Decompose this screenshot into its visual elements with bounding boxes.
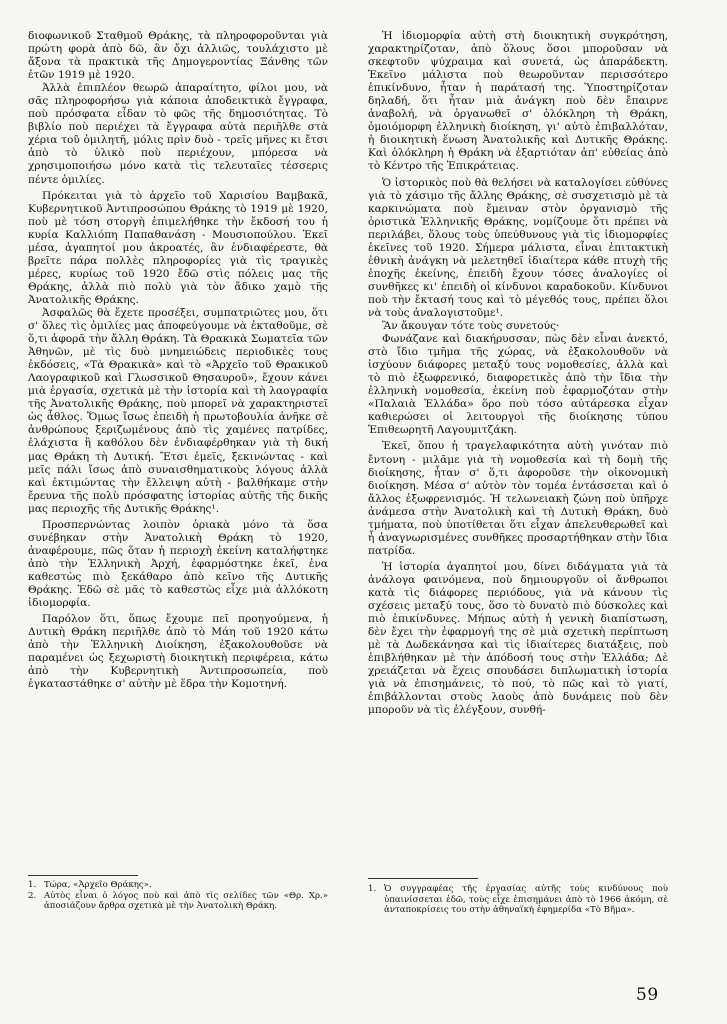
paragraph: Ἂν ἄκουγαν τότε τοὺς συνετούς· xyxy=(382,320,560,333)
footnote-text: Ὁ συγγραφέας τῆς ἐργασίας αὐτῆς τοὺς κινδύνους ποὺ ὑπαινίσσεται ἐδῶ, τοὺς εἶχε ἐπισημάνει ἀπὸ τὸ 1966 ἀκόμη, σὲ ἀνταποκρίσεις του στὴν ἀθηναϊκὴ ἐφημερίδα «Τὸ Βῆμα». xyxy=(384,884,668,916)
paragraph: Προσπερνώντας λοιπὸν ὁριακὰ μόνο τὰ ὅσα συνέβηκαν στὴν Ἀνατολικὴ Θράκη τὸ 1920, ἀναφέρουμε, πῶς ὅταν ἡ περιοχὴ ἐκείνη καταλήφτηκε ἀπὸ τὴν Ἑλληνικὴ Ἀρχή, ἐφαρμόστηκε ἐκεῖ, ἐνα καθεστὼς πιὸ ξεκάθαρο ἀπὸ κεῖνο τῆς Δυτικῆς Θράκης. Ἐδῶ σὲ μᾶς τὸ καθεστὼς εἶχε μιὰ ἀλλόκοτη ἰδιομορφία. xyxy=(28,518,328,610)
footnote-number: 2. xyxy=(28,890,37,901)
paragraph: Ἀλλὰ ἐπιπλέον θεωρῶ ἀπαραίτητο, φίλοι μου, νὰ σᾶς πληροφορήσω γιὰ κάποια ἀποδεικτικὰ ἔγγραφα, ποὺ πρόσφατα εἶδαν τὸ φῶς τῆς δημοσιότητας. Τὸ βιβλίο ποὺ περιέχει τὰ ἔγγραφα αὐτὰ περιῆλθε στὰ χέρια τοῦ ὁμιλητῆ, μόλις πρὶν δυὸ - τρεῖς μῆνες κι ἔτσι ἀπὸ τὸ ὑλικὸ ποὺ περιέχουν, μπόρεσα νὰ χρησιμοποιήσω μόνο κατὰ τὶς τελευταῖες τέσσερις πέντε ὁμιλίες. xyxy=(28,82,328,186)
paragraph: Παρόλον ὅτι, ὅπως ἔχουμε πεῖ προηγούμενα, ἡ Δυτικὴ Θράκη περιῆλθε ἀπὸ τὸ Μάη τοῦ 1920 κάτω ἀπὸ τὴν Ἑλληνικὴ Διοίκηση, ἐξακολουθοῦσε νὰ παραμένει ὡς ξεχωριστὴ διοικητικὴ περιφέρεια, κάτω ἀπὸ τὴν Κυβερνητικὴ Ἀντιπροσωπεία, ποὺ ἐγκαταστάθηκε σ' αὐτὴν μὲ ἕδρα τὴν Κομοτηνή. xyxy=(28,613,328,691)
right-text-column xyxy=(368,30,668,717)
footnotes-right xyxy=(368,884,668,916)
paragraph: διοφωνικοῦ Σταθμοῦ Θράκης, τὰ πληροφοροῦνται γιὰ πρώτη φορὰ ἀπὸ δῶ, ἂν ὄχι ἀλλιῶς, τουλάχιστο μὲ ἄξονα τὰ πρακτικὰ τῆς Δημογεροντίας Ξάνθης τῶν ἐτῶν 1919 μὲ 1920. xyxy=(28,30,328,82)
footnote-divider-right xyxy=(368,878,478,879)
left-text-column xyxy=(28,30,328,691)
page-number: 59 xyxy=(636,985,659,1005)
footnote-divider-left xyxy=(28,875,138,876)
footnote-text: Τώρα, «Ἀρχεῖο Θράκης». xyxy=(44,880,152,890)
paragraph: Πρόκειται γιὰ τὸ ἀρχεῖο τοῦ Χαρισίου Βαμβακᾶ, Κυβερνητικοῦ Ἀντιπροσώπου Θράκης τὸ 1919 μὲ 1920, ποὺ μὲ τόση στοργὴ ἐπιμελήθηκε τὴν ἔκδοσή του ἡ κυρία Καλλιόπη Παπαθανάση - Μουσιοπούλου. Ἐκεῖ μέσα, ἀγαπητοί μου ἀκροατές, ἂν ἐνδιαφέρεστε, θὰ βρεῖτε πάρα πολλὲς πληροφορίες γιὰ τὶς τραγικὲς μέρες, κυρίως τοῦ 1920 ἔδῶ στὶς πόλεις μας τῆς Θράκης, ἀλλὰ πιὸ πολὺ γιὰ τὸν ἄδικο χαμὸ τῆς Ἀνατολικῆς Θράκης. xyxy=(28,189,328,306)
paragraph: Ἐκεῖ, ὅπου ἡ τραγελαφικότητα αὐτὴ γινόταν πιὸ ἔντονη - μιλᾶμε γιὰ τὴ νομοθεσία καὶ τὴ δομὴ τῆς διοίκησης, ἦταν σ' ὅ,τι ἀφοροῦσε τὴν οἰκονομικὴ διοίκηση. Μέσα σ' αὐτὸν τὸν τομέα ἐντάσσεται καὶ ὁ ἄλλος ἐξωφρενισμός. Ἡ τελωνειακὴ ζώνη ποὺ ὑπῆρχε ἀνάμεσα στὴν Ἀνατολικὴ καὶ τὴ Δυτικὴ Θράκη, δυὸ τμήματα, ποὺ ὑποτίθεται ὅτι εἶχαν ἀπελευθερωθεῖ καὶ ἦ ἀναγνωρισμένες συνθῆκες προσαρτήθηκαν στὴν ἴδια πατρίδα. xyxy=(368,440,668,557)
footnotes-left xyxy=(28,880,328,912)
footnote xyxy=(368,884,668,916)
footnote xyxy=(28,891,328,912)
footnote-number: 1. xyxy=(28,880,37,890)
paragraph: Ἡ ἰδιομορφία αὐτὴ στὴ διοικητικὴ συγκρότηση, χαρακτηρίζοταν, ἀπὸ ὅλους ὅσοι μποροῦσαν νὰ σκεφτοῦν ψύχραιμα καὶ συνετά, ὡς ἀπαράδεκτη. Ἐκεῖνο μάλιστα ποὺ θεωροῦνταν περισσότερο ἐπικίνδυνο, ἦταν ἡ παράτασή της. Ὑποστηρίζοταν δηλαδή, ὅτι ἦταν μιὰ ἀνάγκη ποὺ δὲν ἔπαιρνε ἀναβολή, νὰ ὀργανωθεῖ σ' ὁλόκληρη τὴ Θράκη, ὁμοιόμορφη ἑλληνικὴ διοίκηση, γι' αὐτὸ ἐπιβαλλόταν, ἡ διοικητικὴ ἕνωση Ἀνατολικῆς καὶ Δυτικῆς Θράκης. Καὶ ὁλόκληρη ἡ Θράκη νὰ ἐξαρτιόταν ἀπ' εὐθείας ἀπὸ τὸ Κέντρο τῆς Ἐπικράτειας. xyxy=(368,30,668,173)
footnote xyxy=(28,880,328,891)
paragraph: Ἡ ἱστορία ἀγαπητοί μου, δίνει διδάγματα γιὰ τὰ ἀνάλογα φαινόμενα, ποὺ δημιουργοῦν οἱ ἄνθρωποι κατὰ τὶς διάφορες περιόδους, γιὰ νὰ κάνουν τὶς σχέσεις μεταξύ τους, ὅσο τὸ δυνατὸ πιὸ δύσκολες καὶ πιὸ ἐπικίνδυνες. Μήπως αὐτὴ ἡ γενικὴ διαπίστωση, δὲν ἔχει τὴν ἐφαρμογή της σὲ μιὰ σχετικὴ περίπτωση μὲ τὰ Δωδεκάνησα καὶ τὶς ἰδιαίτερες διατάξεις, ποὺ ἐπιβλήθηκαν μὲ τὴν ἀπόδοσή τους στὴν Ἑλλάδα; Δὲ χρειάζεται νὰ ἔχεις σπουδάσει διπλωματικὴ ἱστορία γιὰ νὰ ἐπισημάνεις, τὸ πού, τὸ πῶς καὶ τὸ γιατί, ἐπιβάλλονται στοὺς λαοὺς ἀπὸ δυνάμεις ποὺ δὲν μποροῦν νὰ τὶς ἐλέγξουν, συνθή- xyxy=(368,560,668,717)
footnote-number: 1. xyxy=(368,884,377,894)
paragraph: Ὁ ἱστορικὸς ποὺ θὰ θελήσει νὰ καταλογίσει εὐθύνες γιὰ τὸ χάσιμο τῆς ἄλλης Θράκης, σὲ συσχετισμὸ μὲ τὰ καρκινώματα ποὺ ἔμειναν στὸν ὀργανισμὸ τῆς ὁριστικὰ Ἑλληνικῆς Θράκης, νομίζουμε ὅτι πρέπει νὰ περιλάβει, ὅλους τοὺς ὑπεύθυνους γιὰ τὶς ἰδιομορφίες ἐκεῖνες τοῦ 1920. Σήμερα μάλιστα, εἶναι ἐπιτακτικὴ ἐθνικὴ ἀνάγκη νὰ μελετηθεῖ ἰδιαίτερα κάθε πτυχὴ τῆς ἐποχῆς ἐκείνης, ἐπειδὴ ἔχουν τόσες ἀναλογίες οἱ συνθῆκες κι' ἐπειδὴ οἱ κίνδυνοι καραδοκοῦν. Κίνδυνοι ποὺ τὴν ἔκτασή τους καὶ τὸ μέγεθός τους, πρέπει ὅλοι νὰ τοὺς ἀναλογιστοῦμε¹. xyxy=(368,176,668,319)
footnote-text: Αὐτὸς εἶναι ὁ λόγος ποὺ καὶ ἀπὸ τὶς σελίδες τῶν «Θρ. Χρ.» ἀποσιάζουν ἄρθρα σχετικὰ μὲ τὴν Ἀνατολικὴ Θράκη. xyxy=(44,890,328,912)
paragraph: Φωνάζανε καὶ διακήρυσσαν, πὼς δὲν εἶναι ἀνεκτό, στὸ ἴδιο τμῆμα τῆς χώρας, νὰ ἐξακολουθοῦν νὰ ἰσχύουν διάφορες μεταξύ τους νομοθεσίες, ἀλλὰ καὶ τὸ πιὸ ἐξωφρενικό, διαφορετικὲς ἀπὸ τὴν ἴδια τὴν ἑλληνικὴ νομοθεσία, ἐκείνη ποὺ ἐφαρμοζόταν στὴν «Παλαιὰ Ἑλλάδα» ὅρο ποὺ τόσο αὐτάρεσκα εἶχαν καθιερώσει οἱ λειτουργοὶ τῆς διοίκησης τύπου Ἐπιθεωρητῆ Λαγουμιτζάκη. xyxy=(368,333,668,437)
paragraph: Ἀσφαλῶς θὰ ἔχετε προσέξει, συμπατριῶτες μου, ὅτι σ' ὅλες τὶς ὁμιλίες μας ἀποφεύγουμε νὰ ἐκταθοῦμε, σὲ ὅ,τι ἀφορᾶ τὴν ἄλλη Θράκη. Τὰ Θρακικὰ Σωματεῖα τῶν Ἀθηνῶν, μὲ τὶς δυὸ μνημειώδεις περιοδικὲς τους ἐκδόσεις, «Τὰ Θρακικὰ» καὶ τὸ «Ἀρχεῖο τοῦ Θρακικοῦ Λαογραφικοῦ καὶ Γλωσσικοῦ Θησαυροῦ», ἔχουν κάνει μιὰ ἐργασία, σχετικὰ μὲ τὴν ἱστορία καὶ τὴ λαογραφία τῆς Ἀνατολικῆς Θράκης, ποὺ μπορεῖ νὰ χαρακτηριστεῖ ὡς ἆθλος. Ὅμως ἴσως ἐπειδὴ ἡ πρωτοβουλία ἀνῆκε σὲ ἀνθρώπους ξεριζωμένους ἀπὸ τὶς χαμένες πατρίδες, ἐλάχιστα ἢ καθόλου δὲν ἐνδιαφέρθηκαν γιὰ τὴ δική μας Θράκη τὴ Δυτική. Ἔτσι ἐμεῖς, ξεκινώντας - καὶ μεῖς πάλι ἴσως ἀπὸ συναισθηματικοὺς λόγους ἀλλὰ καὶ ἐκτιμώντας τὴν ἔλλειψη αὐτὴ - βαλθήκαμε στὴν ἔρευνα τῆς πολὺ πρόσφατης ἱστορίας αὐτῆς τῆς δικῆς μας περιοχῆς τῆς Δυτικῆς Θράκης¹. xyxy=(28,306,328,515)
